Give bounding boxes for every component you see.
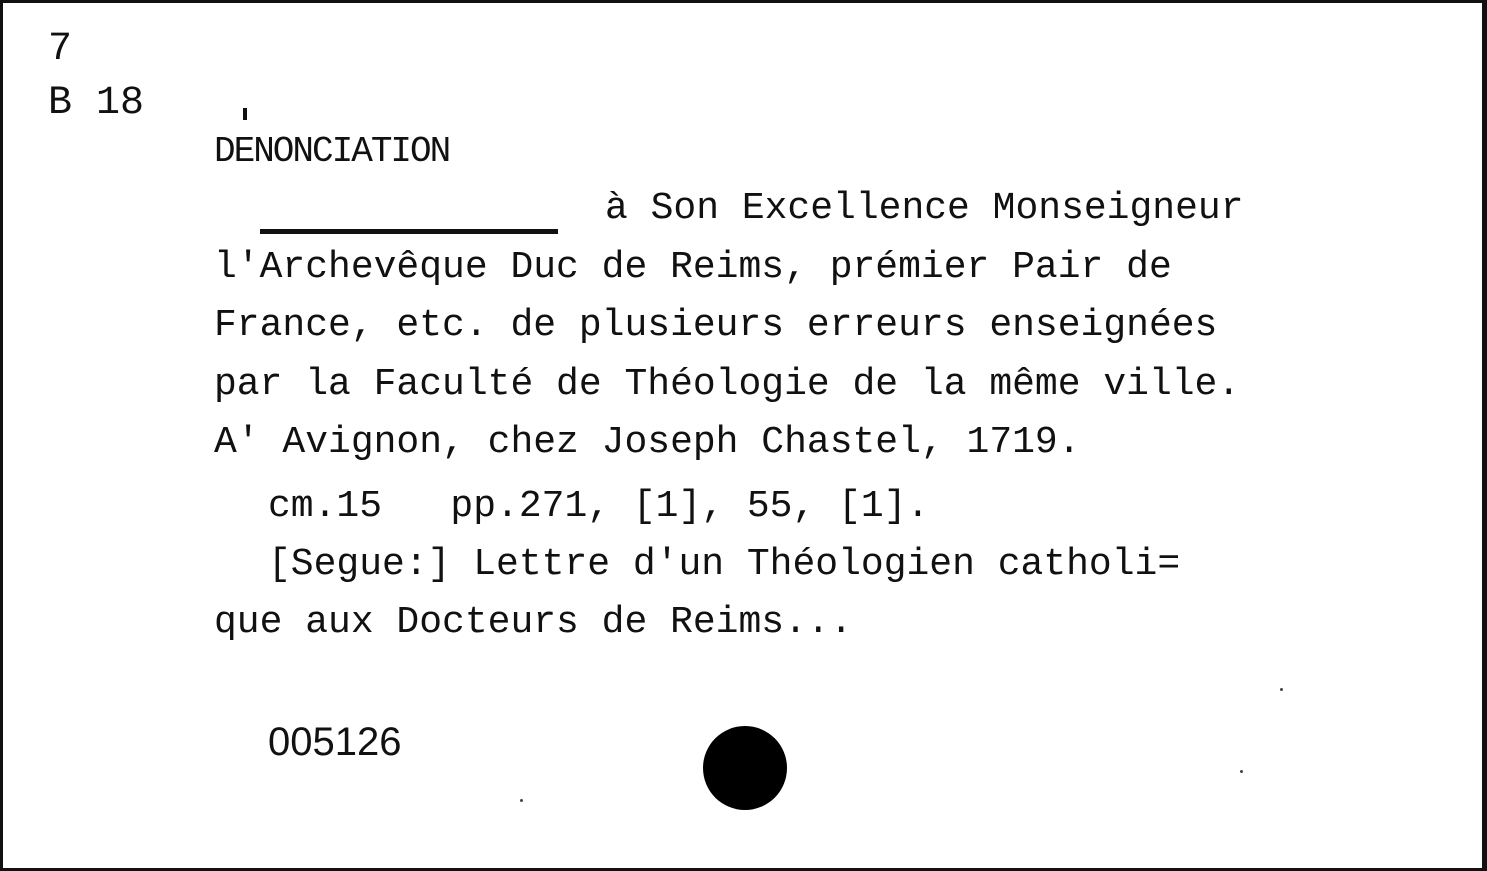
card-heading: DENONCIATION — [214, 131, 450, 172]
body-line: à Son Excellence Monseigneur — [605, 187, 1244, 230]
control-number: 005126 — [268, 720, 402, 764]
card-border-right — [1482, 0, 1487, 871]
punch-hole — [703, 726, 787, 810]
note-line: que aux Docteurs de Reims... — [214, 601, 853, 644]
collation-line: cm.15 pp.271, [1], 55, [1]. — [268, 485, 930, 528]
body-line: par la Faculté de Théologie de la même ville. — [214, 363, 1241, 406]
title-dash-rule — [260, 229, 558, 234]
body-line: France, etc. de plusieurs erreurs enseignées — [214, 304, 1218, 347]
card-border-top — [0, 0, 1487, 3]
note-line: [Segue:] Lettre d'un Théologien catholi= — [268, 543, 1181, 586]
shelfmark-line-1: 7 — [48, 27, 73, 72]
speck — [520, 799, 523, 802]
shelfmark-line-2: B 18 — [48, 81, 145, 126]
body-line: l'Archevêque Duc de Reims, prémier Pair de — [214, 246, 1172, 289]
accent-mark — [243, 108, 247, 120]
imprint-line: A' Avignon, chez Joseph Chastel, 1719. — [214, 421, 1081, 464]
speck — [1280, 688, 1283, 691]
speck — [1240, 770, 1243, 773]
card-border-left — [0, 0, 3, 871]
